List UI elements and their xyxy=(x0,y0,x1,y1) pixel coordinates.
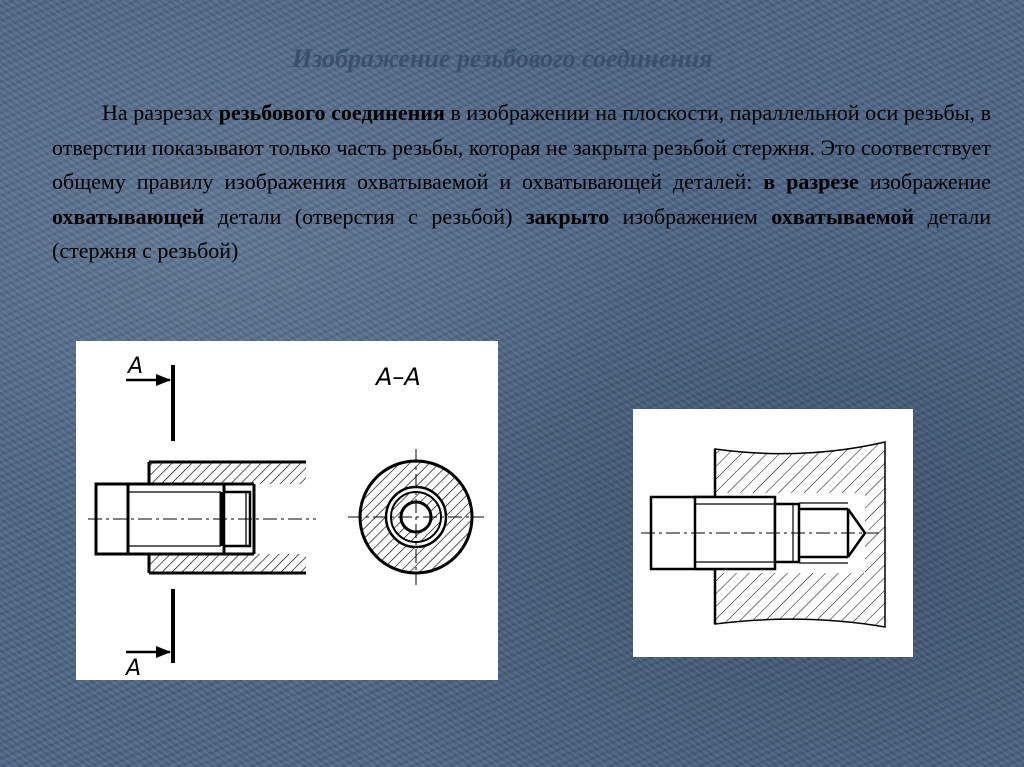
body-text-segment: На разрезах xyxy=(102,100,219,125)
stud-in-housing-drawing xyxy=(633,409,913,657)
section-drawing-svg xyxy=(76,341,498,680)
section-arrowhead-top xyxy=(156,374,171,386)
body-text-segment: изображение xyxy=(858,169,991,194)
section-label-top: А xyxy=(128,354,144,379)
slide-title: Изображение резьбового соединения xyxy=(292,44,713,73)
body-text-bold: охватываемой xyxy=(771,203,915,229)
body-text-segment: детали (отверстия с резьбой) xyxy=(204,203,526,229)
body-text-bold: в разрезе xyxy=(763,169,859,194)
body-text-bold: охватывающей xyxy=(52,203,205,229)
body-text-segment: изображением xyxy=(609,203,772,229)
body-text-segment: в изображении на плоскости, параллельной оси резьбы, в отверстии показывают только часть резьбы, которая не закрыта резьбой стержня. Это соответствует общему правилу изображения охватываемой и охватывающей деталей: xyxy=(52,100,991,194)
body-text-segment: детали (стержня с резьбой) xyxy=(52,203,991,263)
body-paragraph xyxy=(52,96,991,269)
stud-drawing-svg xyxy=(633,409,913,657)
section-arrowhead-bottom xyxy=(156,646,171,658)
body-text-bold: резьбового соединения xyxy=(218,100,445,125)
section-view-title: А–А xyxy=(376,363,421,391)
body-text-bold: закрыто xyxy=(525,203,610,229)
threaded-connection-section-drawing xyxy=(76,341,498,680)
slide-body xyxy=(52,96,991,269)
section-label-bottom: А xyxy=(126,656,142,680)
